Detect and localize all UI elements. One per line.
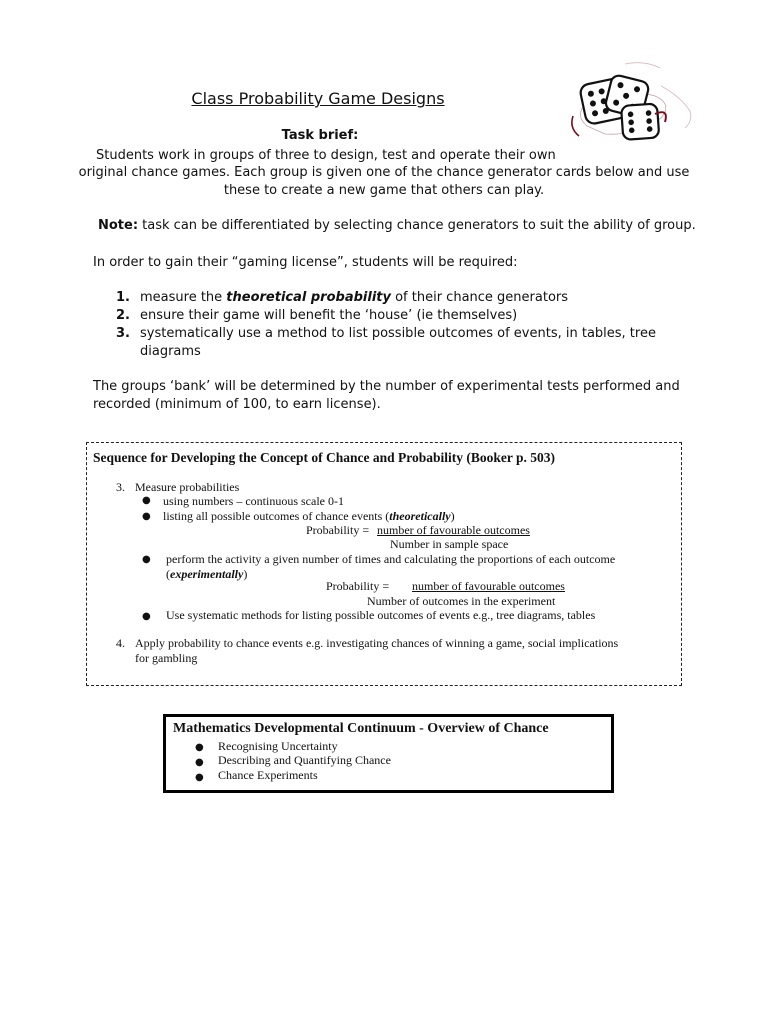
bank-paragraph-line: recorded (minimum of 100, to earn license). <box>93 397 381 412</box>
sequence-title: Sequence for Developing the Concept of Chance and Probability (Booker p. 503) <box>93 450 556 465</box>
task-brief-heading: Task brief: <box>281 128 359 143</box>
bullet-icon: ● <box>142 495 151 506</box>
note-paragraph <box>98 218 696 233</box>
bullet-icon: ● <box>195 757 204 768</box>
formula-label: Probability = <box>306 523 370 537</box>
task-brief-line: these to create a new game that others can play. <box>223 183 545 198</box>
formula-denominator: Number in sample space <box>390 537 509 551</box>
bullet-icon: ● <box>195 742 204 753</box>
page-title: Class Probability Game Designs <box>191 89 445 108</box>
requirement-number: 2. <box>116 308 130 323</box>
formula-numerator: number of favourable outcomes <box>377 523 530 537</box>
bullet-icon: ● <box>142 511 151 522</box>
sequence-bullet-text: perform the activity a given number of times and calculating the proportions of each outcome <box>166 552 616 566</box>
formula-numerator: number of favourable outcomes <box>412 579 565 593</box>
sequence-bullet-text: using numbers – continuous scale 0-1 <box>163 494 344 508</box>
license-intro: In order to gain their “gaming license”, students will be required: <box>93 255 518 270</box>
sequence-item-number: 4. <box>116 636 125 650</box>
formula-denominator: Number of outcomes in the experiment <box>367 594 556 608</box>
requirement-number: 1. <box>116 290 130 305</box>
sequence-bullet-text: Use systematic methods for listing possible outcomes of events e.g., tree diagrams, tables <box>166 608 596 622</box>
continuum-item: Recognising Uncertainty <box>218 739 338 753</box>
sequence-bullet-text: listing all possible outcomes of chance events (theoretically) <box>163 509 455 523</box>
requirement-text: ensure their game will benefit the ‘house’ (ie themselves) <box>140 308 518 323</box>
sequence-bullet-text: (experimentally) <box>166 567 248 581</box>
continuum-item: Describing and Quantifying Chance <box>218 753 391 767</box>
note-label: Note: <box>98 218 139 233</box>
dice-icon <box>565 56 695 156</box>
bank-paragraph-line: The groups ‘bank’ will be determined by the number of experimental tests performed and <box>93 379 680 394</box>
requirement-text: measure the theoretical probability of their chance generators <box>140 290 569 305</box>
task-brief-line: Students work in groups of three to design, test and operate their own <box>96 148 556 163</box>
sequence-item-number: 3. <box>116 480 125 494</box>
requirement-number: 3. <box>116 326 130 341</box>
requirement-text: diagrams <box>140 344 201 359</box>
continuum-item: Chance Experiments <box>218 768 318 782</box>
sequence-item-text: Apply probability to chance events e.g. investigating chances of winning a game, social implications <box>135 636 619 650</box>
requirement-text: systematically use a method to list possible outcomes of events, in tables, tree <box>140 326 656 341</box>
sequence-item-label: Measure probabilities <box>135 480 240 494</box>
bullet-icon: ● <box>195 772 204 783</box>
formula-label: Probability = <box>326 579 390 593</box>
bullet-icon: ● <box>142 611 151 622</box>
continuum-title: Mathematics Developmental Continuum - Overview of Chance <box>173 721 549 736</box>
sequence-item-text: for gambling <box>135 651 198 665</box>
bullet-icon: ● <box>142 554 151 565</box>
task-brief-line: original chance games. Each group is given one of the chance generator cards below and use <box>78 165 690 180</box>
note-text: task can be differentiated by selecting chance generators to suit the ability of group. <box>138 218 696 233</box>
